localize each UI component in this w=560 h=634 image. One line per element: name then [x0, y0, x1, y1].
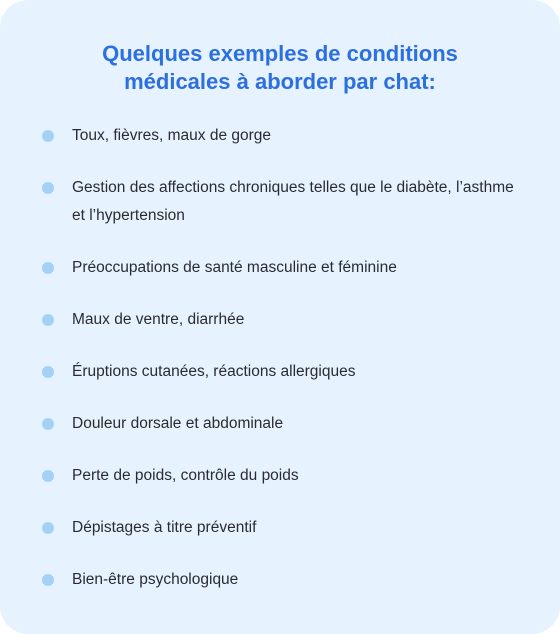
bullet-dot-icon — [42, 418, 54, 430]
list-item-label: Éruptions cutanées, réactions allergiques — [72, 363, 356, 380]
bullet-dot-icon — [42, 470, 54, 482]
card-title-line-1: Quelques exemples de conditions — [102, 41, 458, 66]
bullet-dot-icon — [42, 366, 54, 378]
list-item-label: Douleur dorsale et abdominale — [72, 415, 284, 432]
bullet-dot-icon — [42, 522, 54, 534]
bullet-dot-icon — [42, 182, 54, 194]
bullet-dot-icon — [42, 262, 54, 274]
list-item-label: Bien-être psychologique — [72, 571, 239, 588]
bullet-dot-icon — [42, 130, 54, 142]
list-item-label: Perte de poids, contrôle du poids — [72, 467, 299, 484]
list-item-label: Maux de ventre, diarrhée — [72, 311, 245, 328]
card-title-line-2: médicales à aborder par chat: — [124, 69, 436, 94]
bullet-dot-icon — [42, 314, 54, 326]
bullet-dot-icon — [42, 574, 54, 586]
list-item-label: Dépistages à titre préventif — [72, 519, 257, 536]
list-item-label: Préoccupations de santé masculine et féminine — [72, 259, 397, 276]
card-title — [40, 40, 520, 96]
list-item-label: Toux, fièvres, maux de gorge — [72, 127, 272, 144]
list-item-label: Gestion des affections chroniques telles que le diabète, l’asthme et l’hypertension — [72, 179, 514, 224]
